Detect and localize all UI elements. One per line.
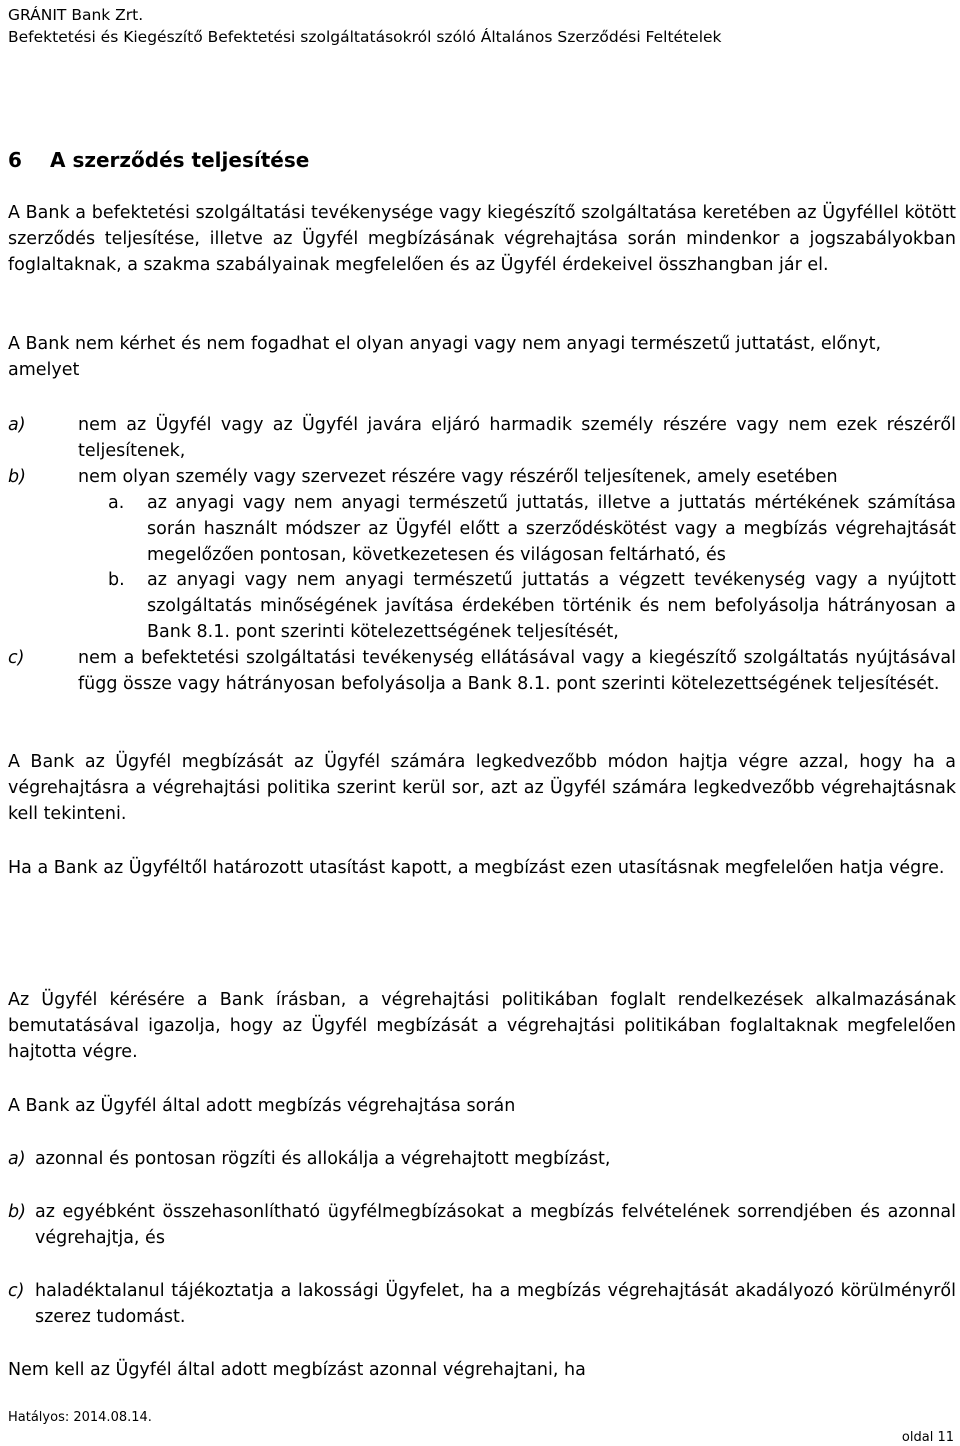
document-title: Befektetési és Kiegészítő Befektetési szolgáltatásokról szóló Általános Szerződési Feltételek — [8, 28, 722, 46]
list-text: az egyébként összehasonlítható ügyfélmegbízásokat a megbízás felvételének sorrendjében és azonnal végrehajtja, és — [35, 1202, 956, 1248]
list2-item-b — [8, 1199, 956, 1251]
paragraph-1: A Bank a befektetési szolgáltatási tevékenysége vagy kiegészítő szolgáltatása keretében az Ügyféllel kötött szerződés teljesítése, illetve az Ügyfél megbízásának végrehajtása során mindenkor a jogszabályokban foglaltaknak, a szakma szabályainak megfelelően és az Ügyfél érdekeivel összhangban jár el. — [8, 203, 956, 275]
sublist-label: b. — [108, 570, 125, 590]
list-text: nem az Ügyfél vagy az Ügyfél javára eljáró harmadik személy részére vagy nem ezek részéről teljesítenek, — [78, 415, 956, 461]
list-text: azonnal és pontosan rögzíti és allokálja a végrehajtott megbízást, — [35, 1149, 611, 1169]
list-label: a) — [8, 415, 26, 435]
section-title: A szerződés teljesítése — [50, 148, 310, 172]
sublist-text: az anyagi vagy nem anyagi természetű juttatás, illetve a juttatás mértékének számítása során használt módszer az Ügyfél előtt a szerződéskötést vagy a megbízás végrehajtását megelőzően pontosan, következetesen és világosan feltárható, és — [147, 493, 956, 565]
list-label: a) — [8, 1149, 26, 1169]
section-heading — [8, 148, 309, 172]
list2-item-c — [8, 1278, 956, 1330]
list-item-a — [8, 412, 956, 464]
page-header — [8, 4, 956, 48]
list-label: b) — [8, 1202, 26, 1222]
paragraph-5: Az Ügyfél kérésére a Bank írásban, a végrehajtási politikában foglalt rendelkezések alkalmazásának bemutatásával igazolja, hogy az Ügyfél megbízását a végrehajtási politikában foglaltaknak megfelelően hajtotta végre. — [8, 990, 956, 1062]
list-item-c — [8, 645, 956, 697]
page-number: oldal 11 — [901, 1430, 954, 1445]
list-item-b — [8, 464, 956, 490]
sublist-item-b — [108, 567, 956, 645]
list-label: b) — [8, 467, 26, 487]
paragraph-2: A Bank nem kérhet és nem fogadhat el olyan anyagi vagy nem anyagi természetű juttatást, előnyt, amelyet — [8, 334, 882, 380]
list-text: nem a befektetési szolgáltatási tevékenység ellátásával vagy a kiegészítő szolgáltatás nyújtásával függ össze vagy hátrányosan befolyásolja a Bank 8.1. pont szerinti kötelezettségének teljesítését. — [78, 648, 956, 694]
list-label: c) — [8, 1281, 25, 1301]
company-name: GRÁNIT Bank Zrt. — [8, 6, 144, 24]
sublist-label: a. — [108, 493, 125, 513]
effective-date: Hatályos: 2014.08.14. — [8, 1410, 152, 1425]
paragraph-7: Nem kell az Ügyfél által adott megbízást azonnal végrehajtani, ha — [8, 1360, 586, 1380]
paragraph-4: Ha a Bank az Ügyféltől határozott utasítást kapott, a megbízást ezen utasításnak megfelelően hatja végre. — [8, 858, 945, 878]
list-text: nem olyan személy vagy szervezet részére vagy részéről teljesítenek, amely esetében — [78, 467, 838, 487]
sublist-item-a — [108, 490, 956, 568]
paragraph-6: A Bank az Ügyfél által adott megbízás végrehajtása során — [8, 1096, 516, 1116]
sublist-text: az anyagi vagy nem anyagi természetű juttatás a végzett tevékenység vagy a nyújtott szolgáltatás minőségének javítása érdekében történik és nem befolyásolja hátrányosan a Bank 8.1. pont szerinti kötelezettségének teljesítését, — [147, 570, 956, 642]
section-number: 6 — [8, 148, 22, 172]
list-label: c) — [8, 648, 25, 668]
paragraph-3: A Bank az Ügyfél megbízását az Ügyfél számára legkedvezőbb módon hajtja végre azzal, hogy ha a végrehajtásra a végrehajtási politika szerint kerül sor, azt az Ügyfél számára legkedvezőbb végrehajtásnak kell tekinteni. — [8, 752, 956, 824]
list-text: haladéktalanul tájékoztatja a lakossági Ügyfelet, ha a megbízás végrehajtását akadályozó körülményről szerez tudomást. — [35, 1281, 956, 1327]
list2-item-a — [8, 1146, 956, 1172]
